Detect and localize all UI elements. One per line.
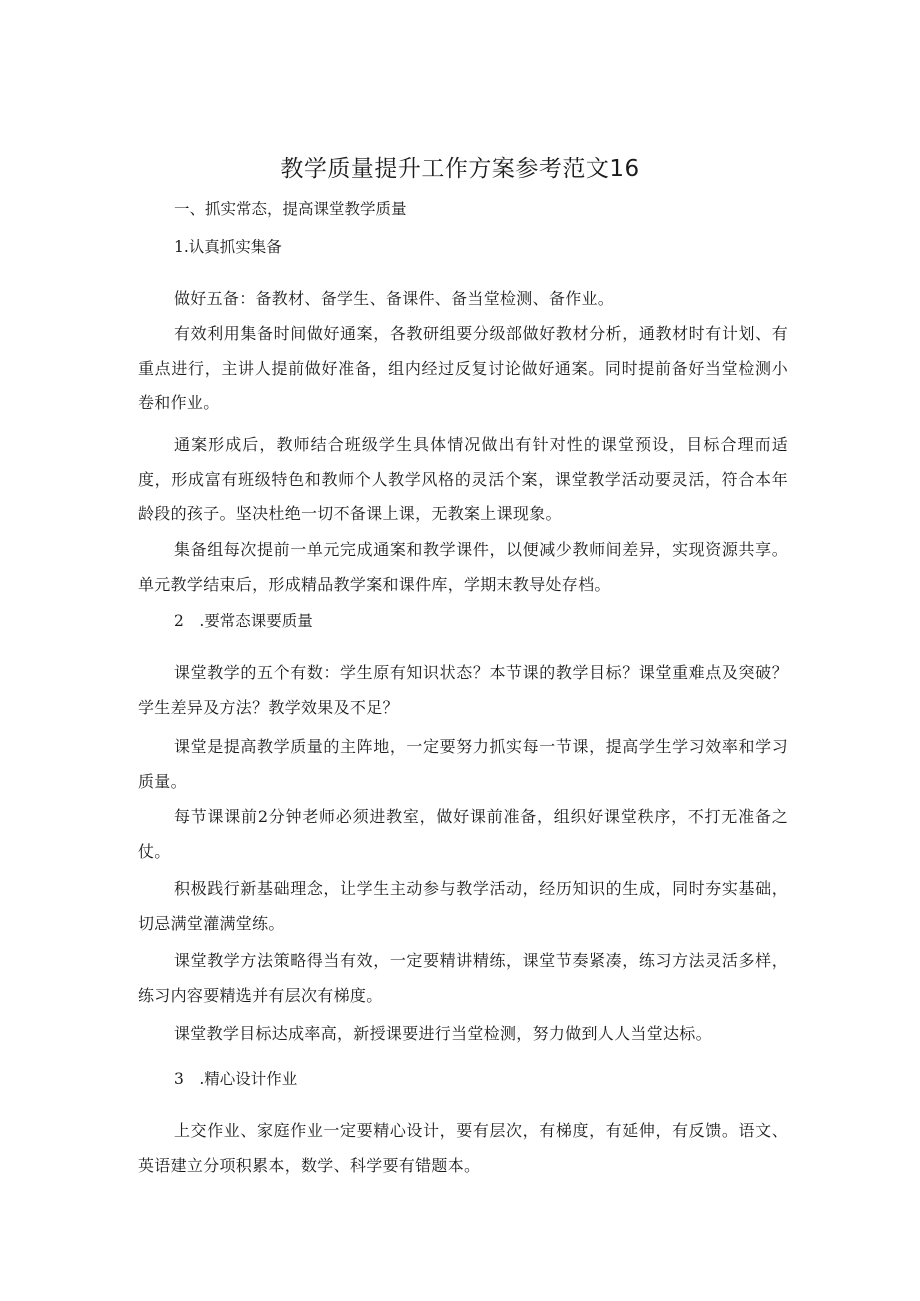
paragraph: 课堂是提高教学质量的主阵地，一定要努力抓实每一节课，提高学生学习效率和学习质量。 (138, 737, 788, 791)
paragraph: 有效利用集备时间做好通案，各教研组要分级部做好教材分析，通教材时有计划、有重点进行，主讲人提前做好准备，组内经过反复讨论做好通案。同时提前备好当堂检测小卷和作业。 (138, 324, 788, 412)
subsection-heading-1: 1.认真抓实集备 (174, 238, 282, 256)
paragraph: 课堂教学的五个有数：学生原有知识状态？本节课的教学目标？课堂重难点及突破？学生差异及方法？教学效果及不足？ (138, 663, 788, 717)
section-heading: 一、抓实常态，提高课堂教学质量 (174, 200, 407, 218)
paragraph: 上交作业、家庭作业一定要精心设计，要有层次，有梯度，有延伸，有反馈。语文、英语建立分项积累本，数学、科学要有错题本。 (138, 1121, 788, 1175)
document-title: 教学质量提升工作方案参考范文16 (280, 156, 640, 182)
paragraph: 做好五备：备教材、备学生、备课件、备当堂检测、备作业。 (174, 289, 615, 308)
paragraph: 课堂教学方法策略得当有效，一定要精讲精练，课堂节奏紧凑，练习方法灵活多样，练习内容要精选并有层次有梯度。 (138, 951, 788, 1005)
subsection-heading-2: 2 .要常态课要质量 (174, 612, 313, 630)
subsection-heading-3: 3 .精心设计作业 (174, 1070, 298, 1088)
paragraph: 积极践行新基础理念，让学生主动参与教学活动，经历知识的生成，同时夯实基础，切忌满堂灌满堂练。 (138, 879, 788, 933)
paragraph: 集备组每次提前一单元完成通案和教学课件，以便减少教师间差异，实现资源共享。单元教学结束后，形成精品教学案和课件库，学期末教导处存档。 (138, 540, 788, 594)
paragraph: 课堂教学目标达成率高，新授课要进行当堂检测，努力做到人人当堂达标。 (174, 1024, 712, 1043)
paragraph: 每节课课前2分钟老师必须进教室，做好课前准备，组织好课堂秩序，不打无准备之仗。 (138, 807, 788, 861)
paragraph: 通案形成后，教师结合班级学生具体情况做出有针对性的课堂预设，目标合理而适度，形成富有班级特色和教师个人教学风格的灵活个案，课堂教学活动要灵活，符合本年龄段的孩子。坚决杜绝一切不备课上课，无教案上课现象。 (138, 435, 788, 523)
